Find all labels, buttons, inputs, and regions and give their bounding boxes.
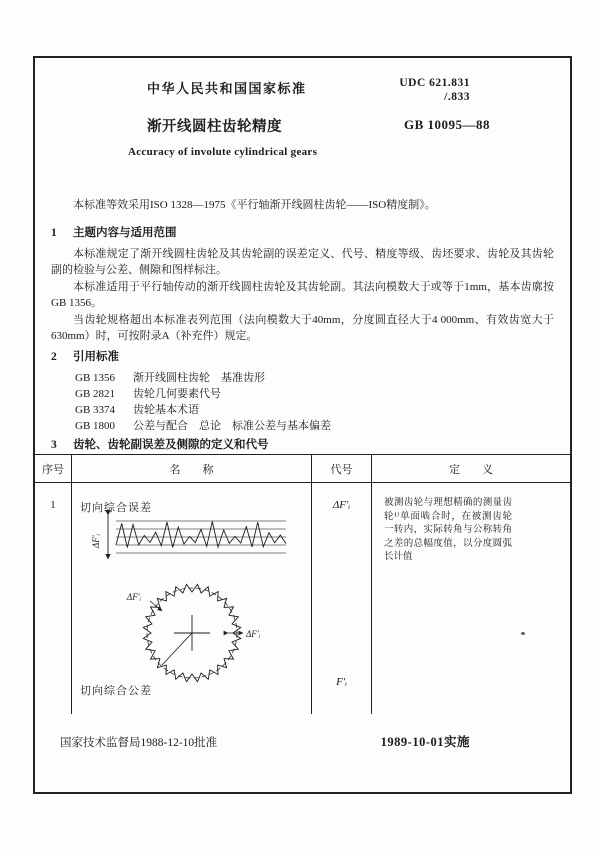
section-1-number: 1	[51, 226, 57, 239]
error-trace-waveform	[116, 522, 286, 548]
radial-line	[162, 633, 192, 665]
table-cell-name	[72, 483, 312, 714]
udc-line1: UDC 621.831	[399, 77, 470, 89]
udc-number	[399, 76, 470, 104]
section-3-heading	[51, 438, 554, 454]
document-body	[51, 198, 554, 459]
tolerance-name-label: 切向综合公差	[80, 685, 152, 697]
reference-code: GB 3374	[75, 403, 116, 416]
circle-error-label-right: ΔF′ᵢ	[246, 629, 261, 639]
tolerance-symbol: F′ᵢ	[336, 676, 347, 688]
column-header-symbol: 代号	[312, 455, 372, 483]
reference-title: 齿轮基本术语	[133, 403, 199, 416]
section-2-number: 2	[51, 351, 57, 363]
wave-amplitude-label: ΔF′ᵢ	[91, 533, 101, 549]
table-cell-definition: 被测齿轮与理想精确的测量齿轮¹⁾单面啮合时，在被测齿轮一转内，实际转角与公称转角之差的总幅度值，以分度圆弧长计值	[384, 498, 512, 562]
reference-item	[75, 418, 554, 434]
standard-org-title: 中华人民共和国国家标准	[147, 81, 307, 96]
circle-error-label-left: ΔF′ᵢ	[126, 592, 142, 602]
effective-date: 1989-10-01实施	[380, 735, 470, 749]
reference-list	[51, 370, 554, 434]
table-cell-symbol	[312, 483, 372, 714]
reference-title: 渐开线圆柱齿轮 基准齿形	[133, 371, 265, 384]
standard-number: GB 10095—88	[403, 117, 490, 132]
column-header-definition: 定 义	[372, 455, 570, 483]
reference-code: GB 1800	[75, 419, 116, 432]
reference-item	[75, 386, 554, 402]
reference-item	[75, 402, 554, 418]
section-1-title: 主题内容与适用范围	[73, 226, 177, 239]
section-2-title: 引用标准	[73, 351, 119, 363]
document-title: 渐开线圆柱齿轮精度	[147, 119, 282, 135]
approval-note: 国家技术监督局1988-12-10批准	[60, 737, 218, 749]
equivalence-note: 本标准等效采用ISO 1328—1975《平行轴渐开线圆柱齿轮——ISO精度制》。	[73, 199, 436, 211]
scan-artifact-dot	[521, 632, 525, 635]
reference-code: GB 2821	[75, 387, 116, 400]
page-border-frame	[33, 56, 572, 794]
section-3-title: 齿轮、齿轮副误差及侧隙的定义和代号	[73, 438, 269, 451]
document-title-english: Accuracy of involute cylindrical gears	[128, 146, 318, 158]
section-3-number: 3	[51, 438, 57, 451]
error-trace-gridlines	[116, 521, 286, 553]
section-1-heading	[51, 226, 554, 242]
tangential-composite-error-diagram	[72, 507, 312, 685]
udc-line2: /.833	[444, 91, 470, 103]
definitions-table	[35, 454, 570, 714]
table-cell-seq: 1	[35, 483, 72, 714]
section-1-paragraph-1: 本标准规定了渐开线圆柱齿轮及其齿轮副的误差定义、代号、精度等级、齿坯要求、齿轮及其齿轮副的检验与公差、侧隙和图样标注。	[51, 248, 554, 276]
error-symbol: ΔF′ᵢ	[332, 499, 351, 511]
section-1-paragraph-2: 本标准适用于平行轴传动的渐开线圆柱齿轮及其齿轮副。其法向模数大于或等于1mm，基本齿廓按GB 1356。	[51, 281, 554, 309]
section-1-paragraph-3: 当齿轮规格超出本标准表列范围（法向模数大于40mm，分度圆直径大于4 000mm、有效齿宽大于630mm）时，可按附录A（补充件）规定。	[51, 314, 554, 342]
reference-item	[75, 370, 554, 386]
section-2-heading	[51, 350, 554, 366]
reference-code: GB 1356	[75, 371, 116, 384]
column-header-name: 名 称	[72, 455, 312, 483]
column-header-seq: 序号	[35, 455, 72, 483]
error-name-label: 切向综合误差	[80, 502, 152, 514]
reference-title: 齿轮几何要素代号	[133, 387, 221, 400]
reference-title: 公差与配合 总论 标准公差与基本偏差	[133, 419, 331, 432]
